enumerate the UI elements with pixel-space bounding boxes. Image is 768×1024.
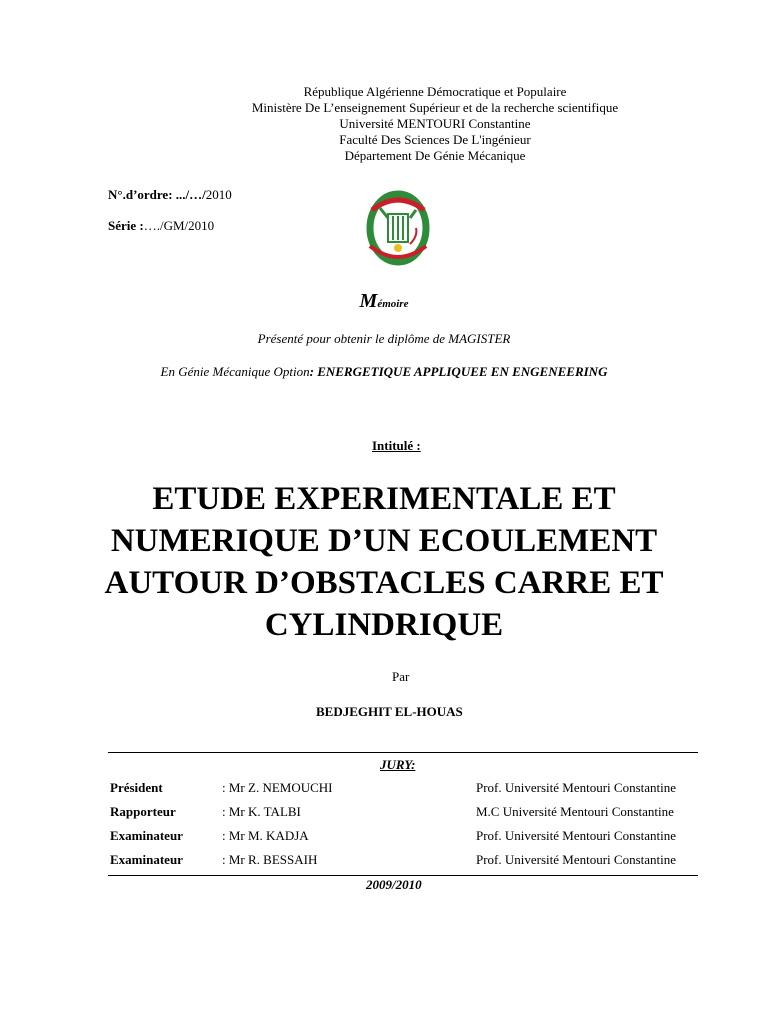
header-line-university: Université MENTOURI Constantine (339, 116, 531, 131)
jury-affiliation: M.C Université Mentouri Constantine (476, 804, 674, 819)
jury-name: : Mr K. TALBI (222, 804, 301, 819)
jury-name: : Mr M. KADJA (222, 828, 309, 843)
jury-role: Examinateur (110, 828, 183, 843)
option-statement (0, 364, 768, 380)
document-type-rest: émoire (377, 298, 409, 310)
document-type-initial: M (359, 290, 378, 312)
option-prefix: En Génie Mécanique Option (160, 364, 310, 379)
document-type (0, 290, 768, 313)
series-number (108, 218, 214, 234)
jury-row (0, 852, 768, 876)
jury-name: : Mr R. BESSAIH (222, 852, 318, 867)
header-line-department: Département De Génie Mécanique (344, 148, 526, 163)
header-line-ministry: Ministère De L’enseignement Supérieur et de la recherche scientifique (251, 100, 619, 115)
order-label: N°.d’ordre: .../…/ (108, 187, 206, 202)
option-value: : ENERGETIQUE APPLIQUEE EN ENGENEERING (309, 364, 608, 379)
jury-table (0, 780, 768, 876)
header-line-faculty: Faculté Des Sciences De L'ingénieur (339, 132, 531, 147)
by-label: Par (392, 669, 410, 684)
jury-row (0, 804, 768, 828)
series-value: …./GM/2010 (143, 218, 215, 233)
jury-top-divider (108, 752, 698, 753)
jury-role: Rapporteur (110, 804, 176, 819)
title-line: CYLINDRIQUE (264, 607, 504, 643)
degree-statement: Présenté pour obtenir le diplôme de MAGISTER (257, 331, 511, 346)
jury-heading: JURY: (380, 757, 416, 772)
institution-header (200, 84, 670, 164)
series-label: Série : (108, 218, 144, 233)
university-seal-icon (358, 188, 438, 266)
thesis-title (84, 478, 684, 646)
jury-name: : Mr Z. NEMOUCHI (222, 780, 333, 795)
jury-row (0, 780, 768, 804)
title-line: AUTOUR D’OBSTACLES CARRE ET (104, 565, 664, 601)
jury-role: Examinateur (110, 852, 183, 867)
jury-role: Président (110, 780, 163, 795)
header-line-republic: République Algérienne Démocratique et Populaire (303, 84, 567, 99)
jury-affiliation: Prof. Université Mentouri Constantine (476, 828, 677, 843)
title-line: ETUDE EXPERIMENTALE ET (152, 481, 616, 517)
jury-affiliation: Prof. Université Mentouri Constantine (476, 852, 677, 867)
jury-bottom-divider (108, 875, 698, 876)
order-number (108, 187, 232, 203)
jury-row (0, 828, 768, 852)
order-value: 2010 (205, 187, 232, 202)
title-label: Intitulé : (372, 438, 421, 453)
title-line: NUMERIQUE D’UN ECOULEMENT (110, 523, 658, 559)
author-name: BEDJEGHIT EL-HOUAS (316, 704, 463, 719)
academic-year: 2009/2010 (366, 877, 422, 892)
jury-affiliation: Prof. Université Mentouri Constantine (476, 780, 677, 795)
